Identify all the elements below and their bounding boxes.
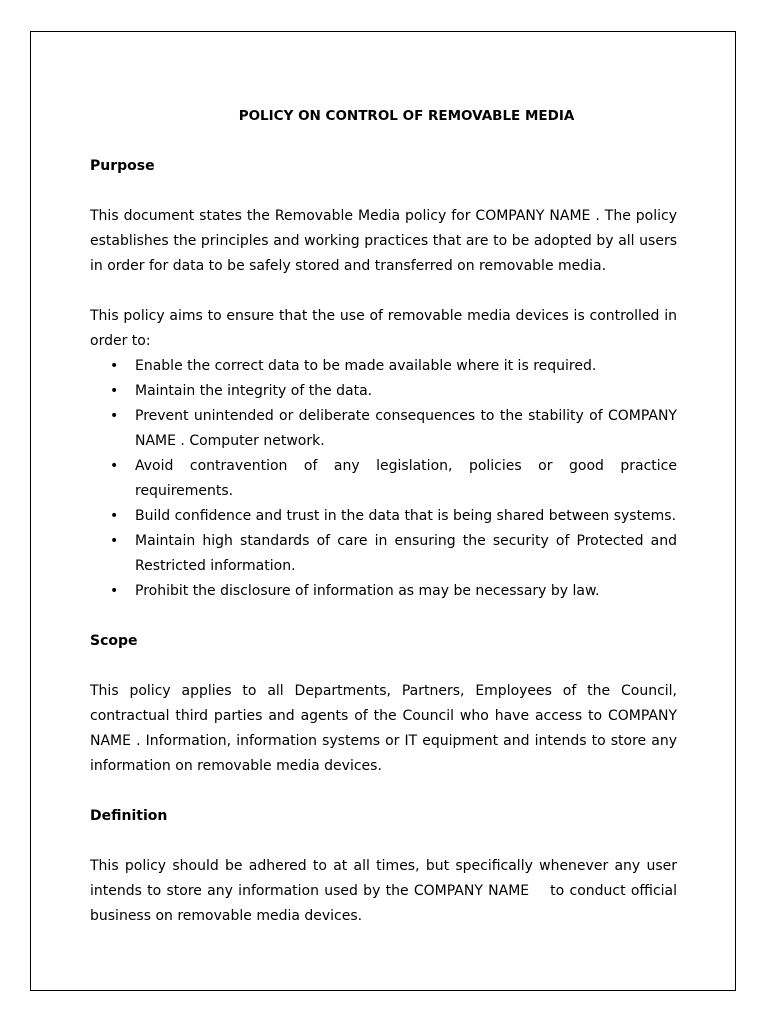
definition-paragraph: This policy should be adhered to at all times, but specifically whenever any user intends to store any information used by the COMPANY NAME to conduct official business on removable media devices. [90, 858, 682, 924]
list-item [90, 504, 677, 529]
bullet-icon: • [110, 383, 119, 399]
list-item-text: Maintain the integrity of the data. [135, 383, 373, 399]
list-item-text: Prevent unintended or deliberate consequences to the stability of COMPANY NAME . Computer network. [135, 408, 677, 449]
bullet-icon: • [110, 358, 119, 374]
scope-heading: Scope [90, 633, 138, 649]
bullet-icon: • [110, 508, 119, 524]
bullet-icon: • [110, 583, 119, 599]
purpose-bullet-list [90, 354, 677, 604]
list-item-text: Avoid contravention of any legislation, policies or good practice requirements. [135, 458, 677, 499]
bullet-icon: • [110, 533, 119, 549]
list-item [90, 354, 677, 379]
bullet-icon: • [110, 458, 119, 474]
list-item [90, 529, 677, 579]
list-item-text: Enable the correct data to be made available where it is required. [135, 358, 597, 374]
list-item [90, 404, 677, 454]
purpose-heading: Purpose [90, 158, 155, 174]
list-item [90, 579, 677, 604]
definition-heading: Definition [90, 808, 168, 824]
purpose-paragraph-1: This document states the Removable Media policy for COMPANY NAME . The policy establishes the principles and working practices that are to be adopted by all users in order for data to be safely stored and transferred on removable media. [90, 208, 677, 274]
document-title: POLICY ON CONTROL OF REMOVABLE MEDIA [238, 108, 575, 124]
document-body [90, 104, 682, 954]
list-item-text: Prohibit the disclosure of information as may be necessary by law. [135, 583, 600, 599]
purpose-paragraph-2: This policy aims to ensure that the use of removable media devices is controlled in order to: [90, 308, 677, 349]
bullet-icon: • [110, 408, 119, 424]
scope-paragraph: This policy applies to all Departments, Partners, Employees of the Council, contractual third parties and agents of the Council who have access to COMPANY NAME . Information, information systems or IT equipment and intends to store any information on removable media devices. [90, 683, 677, 774]
list-item-text: Build confidence and trust in the data that is being shared between systems. [135, 508, 677, 524]
list-item-text: Maintain high standards of care in ensuring the security of Protected and Restricted information. [135, 533, 677, 574]
list-item [90, 454, 677, 504]
list-item [90, 379, 677, 404]
